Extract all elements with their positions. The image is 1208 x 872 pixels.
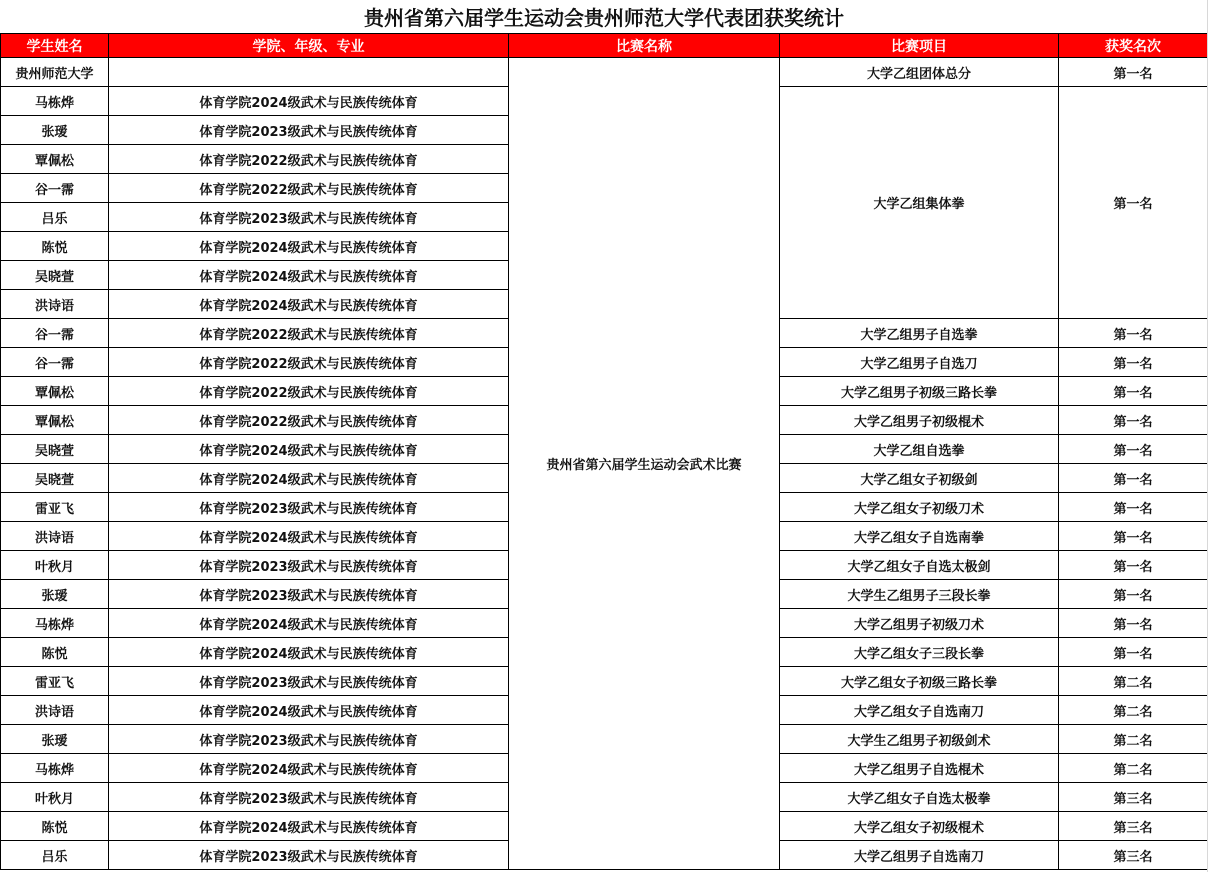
- college-cell[interactable]: 体育学院2023级武术与民族传统体育: [109, 841, 509, 870]
- student-name-cell[interactable]: 张瑷: [1, 116, 109, 145]
- student-name-cell[interactable]: 吴晓萱: [1, 435, 109, 464]
- college-cell[interactable]: 体育学院2023级武术与民族传统体育: [109, 667, 509, 696]
- college-cell[interactable]: 体育学院2024级武术与民族传统体育: [109, 435, 509, 464]
- event-cell[interactable]: 大学乙组女子初级三路长拳: [780, 667, 1059, 696]
- student-name-cell[interactable]: 吕乐: [1, 203, 109, 232]
- event-cell[interactable]: 大学乙组男子自选棍术: [780, 754, 1059, 783]
- student-name-cell[interactable]: 洪诗语: [1, 290, 109, 319]
- event-cell[interactable]: 大学乙组自选拳: [780, 435, 1059, 464]
- rank-cell[interactable]: 第二名: [1059, 725, 1208, 754]
- student-name-cell[interactable]: 覃佩松: [1, 377, 109, 406]
- event-cell[interactable]: 大学乙组女子自选南刀: [780, 696, 1059, 725]
- college-cell[interactable]: 体育学院2024级武术与民族传统体育: [109, 232, 509, 261]
- student-name-cell[interactable]: 雷亚飞: [1, 667, 109, 696]
- college-cell[interactable]: [109, 58, 509, 87]
- rank-cell[interactable]: 第一名: [1059, 348, 1208, 377]
- event-cell[interactable]: 大学生乙组男子三段长拳: [780, 580, 1059, 609]
- event-cell[interactable]: 大学乙组女子初级剑: [780, 464, 1059, 493]
- college-cell[interactable]: 体育学院2022级武术与民族传统体育: [109, 348, 509, 377]
- student-name-cell[interactable]: 叶秋月: [1, 551, 109, 580]
- college-cell[interactable]: 体育学院2024级武术与民族传统体育: [109, 696, 509, 725]
- rank-cell[interactable]: 第一名: [1059, 319, 1208, 348]
- event-cell[interactable]: 大学乙组男子自选刀: [780, 348, 1059, 377]
- college-cell[interactable]: 体育学院2023级武术与民族传统体育: [109, 493, 509, 522]
- event-cell[interactable]: 大学乙组男子自选南刀: [780, 841, 1059, 870]
- header-competition[interactable]: 比赛名称: [509, 34, 780, 58]
- rank-cell[interactable]: 第一名: [1059, 609, 1208, 638]
- rank-cell[interactable]: 第一名: [1059, 58, 1208, 87]
- rank-cell[interactable]: 第一名: [1059, 406, 1208, 435]
- rank-cell[interactable]: 第一名: [1059, 551, 1208, 580]
- rank-cell[interactable]: 第一名: [1059, 580, 1208, 609]
- college-cell[interactable]: 体育学院2024级武术与民族传统体育: [109, 87, 509, 116]
- event-cell[interactable]: 大学乙组女子自选太极剑: [780, 551, 1059, 580]
- student-name-cell[interactable]: 马栋烨: [1, 754, 109, 783]
- college-cell[interactable]: 体育学院2023级武术与民族传统体育: [109, 580, 509, 609]
- student-name-cell[interactable]: 吴晓萱: [1, 261, 109, 290]
- college-cell[interactable]: 体育学院2023级武术与民族传统体育: [109, 116, 509, 145]
- header-event[interactable]: 比赛项目: [780, 34, 1059, 58]
- college-cell[interactable]: 体育学院2024级武术与民族传统体育: [109, 522, 509, 551]
- sheet-title: 贵州省第六届学生运动会贵州师范大学代表团获奖统计: [364, 6, 844, 30]
- student-name-cell[interactable]: 雷亚飞: [1, 493, 109, 522]
- college-cell[interactable]: 体育学院2022级武术与民族传统体育: [109, 319, 509, 348]
- student-name-cell[interactable]: 贵州师范大学: [1, 58, 109, 87]
- student-name-cell[interactable]: 张瑷: [1, 580, 109, 609]
- college-cell[interactable]: 体育学院2022级武术与民族传统体育: [109, 377, 509, 406]
- college-cell[interactable]: 体育学院2023级武术与民族传统体育: [109, 551, 509, 580]
- student-name-cell[interactable]: 陈悦: [1, 232, 109, 261]
- header-college[interactable]: 学院、年级、专业: [109, 34, 509, 58]
- rank-cell[interactable]: 第三名: [1059, 783, 1208, 812]
- rank-cell[interactable]: 第一名: [1059, 493, 1208, 522]
- event-cell[interactable]: 大学生乙组男子初级剑术: [780, 725, 1059, 754]
- event-cell[interactable]: 大学乙组女子自选南拳: [780, 522, 1059, 551]
- student-name-cell[interactable]: 谷一霈: [1, 319, 109, 348]
- college-cell[interactable]: 体育学院2023级武术与民族传统体育: [109, 725, 509, 754]
- rank-cell[interactable]: 第一名: [1059, 638, 1208, 667]
- student-name-cell[interactable]: 覃佩松: [1, 406, 109, 435]
- table-row: [1, 58, 1208, 87]
- table-body: [1, 58, 1208, 870]
- event-cell[interactable]: 大学乙组男子初级棍术: [780, 406, 1059, 435]
- student-name-cell[interactable]: 谷一霈: [1, 348, 109, 377]
- event-cell[interactable]: 大学乙组女子自选太极拳: [780, 783, 1059, 812]
- event-cell[interactable]: 大学乙组女子初级刀术: [780, 493, 1059, 522]
- rank-cell[interactable]: 第一名: [1059, 464, 1208, 493]
- college-cell[interactable]: 体育学院2024级武术与民族传统体育: [109, 290, 509, 319]
- competition-cell[interactable]: 贵州省第六届学生运动会武术比赛: [509, 58, 780, 870]
- rank-cell[interactable]: 第一名: [1059, 377, 1208, 406]
- rank-cell[interactable]: 第一名: [1059, 522, 1208, 551]
- student-name-cell[interactable]: 洪诗语: [1, 696, 109, 725]
- college-cell[interactable]: 体育学院2024级武术与民族传统体育: [109, 609, 509, 638]
- college-cell[interactable]: 体育学院2024级武术与民族传统体育: [109, 754, 509, 783]
- event-cell[interactable]: 大学乙组男子初级三路长拳: [780, 377, 1059, 406]
- rank-cell[interactable]: 第三名: [1059, 841, 1208, 870]
- student-name-cell[interactable]: 马栋烨: [1, 609, 109, 638]
- event-cell[interactable]: 大学乙组女子三段长拳: [780, 638, 1059, 667]
- student-name-cell[interactable]: 谷一霈: [1, 174, 109, 203]
- student-name-cell[interactable]: 马栋烨: [1, 87, 109, 116]
- event-cell[interactable]: 大学乙组男子初级刀术: [780, 609, 1059, 638]
- college-cell[interactable]: 体育学院2022级武术与民族传统体育: [109, 406, 509, 435]
- header-rank[interactable]: 获奖名次: [1059, 34, 1208, 58]
- rank-cell[interactable]: 第二名: [1059, 667, 1208, 696]
- college-cell[interactable]: 体育学院2022级武术与民族传统体育: [109, 145, 509, 174]
- college-cell[interactable]: 体育学院2023级武术与民族传统体育: [109, 783, 509, 812]
- student-name-cell[interactable]: 吴晓萱: [1, 464, 109, 493]
- rank-cell[interactable]: 第三名: [1059, 812, 1208, 841]
- student-name-cell[interactable]: 吕乐: [1, 841, 109, 870]
- college-cell[interactable]: 体育学院2024级武术与民族传统体育: [109, 638, 509, 667]
- event-cell[interactable]: 大学乙组女子初级棍术: [780, 812, 1059, 841]
- rank-cell[interactable]: 第二名: [1059, 754, 1208, 783]
- event-cell[interactable]: 大学乙组团体总分: [780, 58, 1059, 87]
- rank-cell[interactable]: 第一名: [1059, 435, 1208, 464]
- rank-cell[interactable]: 第二名: [1059, 696, 1208, 725]
- college-cell[interactable]: 体育学院2023级武术与民族传统体育: [109, 203, 509, 232]
- header-student-name[interactable]: 学生姓名: [1, 34, 109, 58]
- student-name-cell[interactable]: 叶秋月: [1, 783, 109, 812]
- college-cell[interactable]: 体育学院2022级武术与民族传统体育: [109, 174, 509, 203]
- awards-table: [0, 33, 1208, 870]
- college-cell[interactable]: 体育学院2024级武术与民族传统体育: [109, 464, 509, 493]
- student-name-cell[interactable]: 洪诗语: [1, 522, 109, 551]
- event-cell[interactable]: 大学乙组集体拳: [780, 87, 1059, 319]
- college-cell[interactable]: 体育学院2024级武术与民族传统体育: [109, 261, 509, 290]
- student-name-cell[interactable]: 张瑷: [1, 725, 109, 754]
- header-row: [1, 34, 1208, 58]
- student-name-cell[interactable]: 覃佩松: [1, 145, 109, 174]
- student-name-cell[interactable]: 陈悦: [1, 812, 109, 841]
- event-cell[interactable]: 大学乙组男子自选拳: [780, 319, 1059, 348]
- student-name-cell[interactable]: 陈悦: [1, 638, 109, 667]
- rank-cell[interactable]: 第一名: [1059, 87, 1208, 319]
- college-cell[interactable]: 体育学院2024级武术与民族传统体育: [109, 812, 509, 841]
